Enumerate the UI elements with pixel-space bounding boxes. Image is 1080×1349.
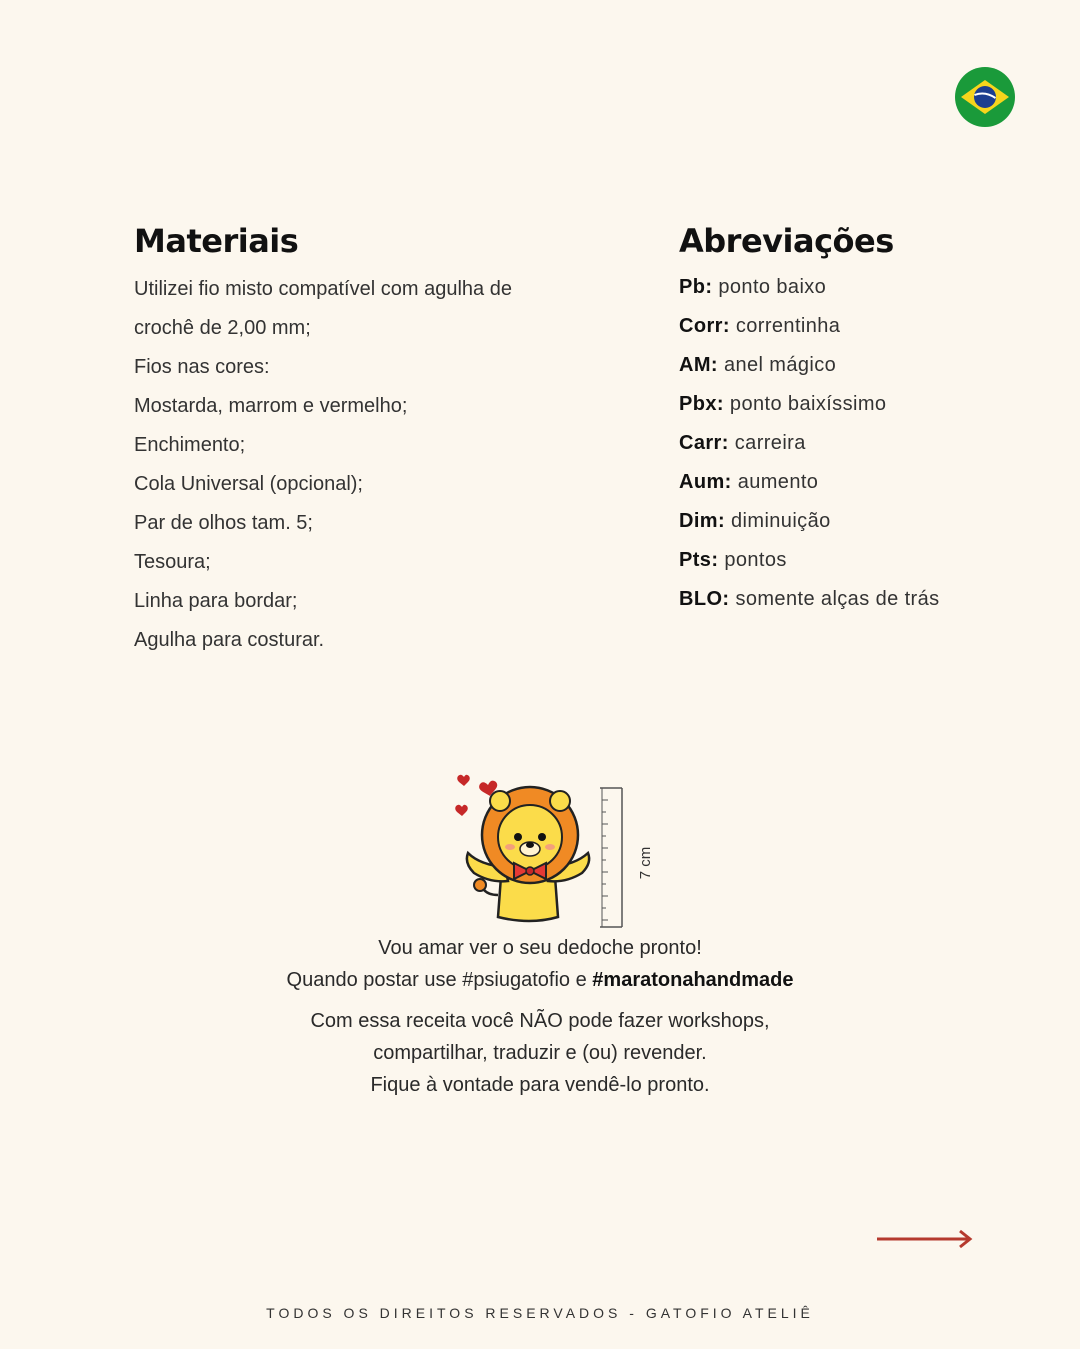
materials-section (134, 218, 604, 660)
arrow-right-icon[interactable] (875, 1228, 975, 1250)
share-line-2 (0, 964, 1080, 996)
lion-finger-puppet-icon (450, 755, 660, 935)
abbreviation-key: BLO: (679, 588, 730, 610)
heart-icon (455, 805, 468, 816)
abbreviation-item (679, 346, 1019, 385)
abbreviation-item (679, 580, 1019, 619)
abbreviation-key: Carr: (679, 432, 729, 454)
notice-line: compartilhar, traduzir e (ou) revender. (373, 1042, 707, 1064)
footer-text: TODOS OS DIREITOS RESERVADOS - GATOFIO ATELIÊ (266, 1305, 814, 1321)
materials-item: Tesoura; (134, 551, 211, 573)
abbreviation-value: correntinha (735, 315, 841, 337)
abbreviation-key: Pts: (679, 549, 719, 571)
abbreviation-value: diminuição (731, 510, 831, 532)
materials-item: Enchimento; (134, 434, 246, 456)
materials-item: Linha para bordar; (134, 590, 298, 612)
abbreviation-value: somente alças de trás (735, 588, 940, 610)
materials-item: crochê de 2,00 mm; (134, 317, 311, 339)
materials-list (134, 270, 604, 660)
abbreviation-item (679, 424, 1019, 463)
materials-item: Cola Universal (opcional); (134, 473, 363, 495)
abbreviation-value: pontos (724, 549, 787, 571)
abbreviations-section (679, 218, 1019, 619)
abbreviation-value: ponto baixíssimo (729, 393, 887, 415)
abbreviation-key: Aum: (679, 471, 732, 493)
share-line-1: Vou amar ver o seu dedoche pronto! (378, 937, 702, 959)
brazil-flag-icon (955, 67, 1015, 127)
abbreviation-key: Corr: (679, 315, 730, 337)
abbreviation-item (679, 385, 1019, 424)
materials-item: Agulha para costurar. (134, 629, 325, 651)
ruler-label: 7 cm (637, 846, 654, 880)
abbreviations-title: Abreviações (679, 222, 894, 260)
abbreviation-item (679, 541, 1019, 580)
materials-item: Mostarda, marrom e vermelho; (134, 395, 408, 417)
abbreviations-list (679, 268, 1019, 619)
abbreviation-key: Pb: (679, 276, 713, 298)
notice-line: Fique à vontade para vendê-lo pronto. (370, 1074, 710, 1096)
hashtag-bold: #maratonahandmade (592, 969, 794, 991)
abbreviation-item (679, 307, 1019, 346)
abbreviation-key: Pbx: (679, 393, 724, 415)
materials-title: Materiais (134, 222, 299, 260)
abbreviation-value: anel mágico (723, 354, 837, 376)
ruler-icon (600, 788, 622, 927)
abbreviation-value: aumento (737, 471, 819, 493)
abbreviation-item (679, 463, 1019, 502)
notice-line: Com essa receita você NÃO pode fazer workshops, (310, 1010, 770, 1032)
abbreviation-item (679, 268, 1019, 307)
abbreviation-key: Dim: (679, 510, 726, 532)
hashtag-text: Quando postar use #psiugatofio e (286, 969, 593, 991)
copyright-notice (0, 1005, 1080, 1101)
heart-icon (457, 775, 470, 786)
abbreviation-key: AM: (679, 354, 718, 376)
materials-item: Fios nas cores: (134, 356, 270, 378)
materials-item: Par de olhos tam. 5; (134, 512, 313, 534)
abbreviation-value: carreira (734, 432, 806, 454)
materials-item: Utilizei fio misto compatível com agulha de (134, 278, 512, 300)
abbreviation-value: ponto baixo (718, 276, 827, 298)
share-message (0, 932, 1080, 996)
abbreviation-item (679, 502, 1019, 541)
